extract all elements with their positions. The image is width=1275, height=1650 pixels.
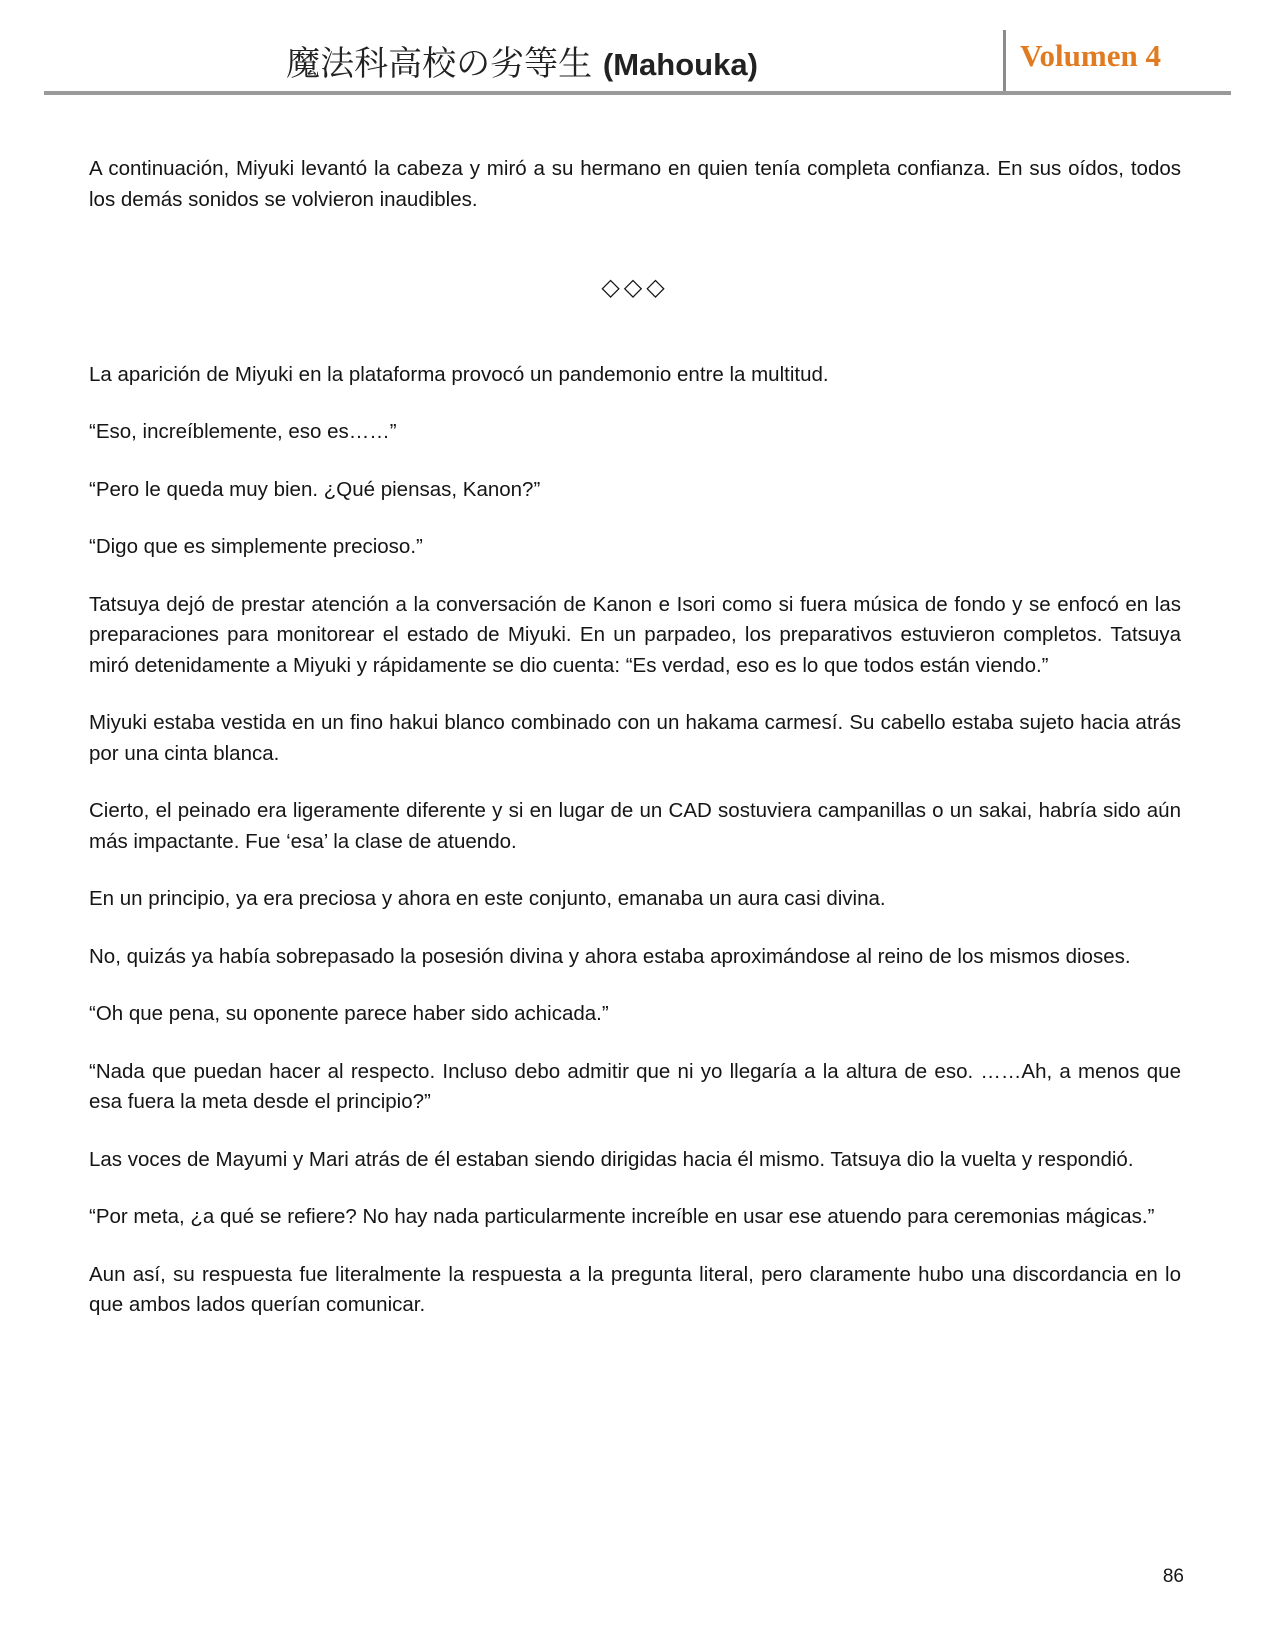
header-rule — [44, 91, 1231, 95]
book-title-japanese: 魔法科高校の劣等生 — [286, 44, 593, 84]
page-body — [89, 154, 1181, 1321]
dialogue-line: “Oh que pena, su oponente parece haber sido achicada.” — [89, 1002, 609, 1025]
book-title-latin: (Mahouka) — [602, 47, 758, 82]
paragraph: Aun así, su respuesta fue literalmente la respuesta a la pregunta literal, pero claramente hubo una discordancia en lo que ambos lados querían comunicar. — [89, 1262, 1181, 1316]
paragraph: No, quizás ya había sobrepasado la posesión divina y ahora estaba aproximándose al reino de los mismos dioses. — [89, 944, 1131, 968]
paragraph: En un principio, ya era preciosa y ahora en este conjunto, emanaba un aura casi divina. — [89, 887, 886, 910]
paragraph: La aparición de Miyuki en la plataforma provocó un pandemonio entre la multitud. — [89, 362, 829, 386]
paragraph: Cierto, el peinado era ligeramente diferente y si en lugar de un CAD sostuviera campanillas o un sakai, habría sido aún más impactante. Fue ‘esa’ la clase de atuendo. — [89, 799, 1181, 853]
section-separator: ◇◇◇ — [601, 273, 669, 301]
paragraph: Tatsuya dejó de prestar atención a la conversación de Kanon e Isori como si fuera música de fondo y se enfocó en las preparaciones para monitorear el estado de Miyuki. En un parpadeo, los preparativos estuvieron completos. Tatsuya miró detenidamente a Miyuki y rápidamente se dio cuenta: “Es verdad, eso es lo que todos están viendo.” — [89, 592, 1181, 677]
page-header — [0, 0, 1275, 100]
dialogue-line: “Eso, increíblemente, eso es……” — [89, 420, 397, 443]
dialogue-line: “Por meta, ¿a qué se refiere? No hay nada particularmente increíble en usar ese atuendo para ceremonias mágicas.” — [89, 1205, 1155, 1228]
page-number: 86 — [1162, 1566, 1184, 1587]
dialogue-line: “Pero le queda muy bien. ¿Qué piensas, Kanon?” — [89, 477, 541, 501]
dialogue-line: “Digo que es simplemente precioso.” — [89, 535, 423, 558]
dialogue-line: “Nada que puedan hacer al respecto. Incluso debo admitir que ni yo llegaría a la altura de eso. ……Ah, a menos que esa fuera la meta desde el principio?” — [89, 1059, 1181, 1113]
book-title — [42, 36, 1002, 85]
header-divider — [1003, 30, 1006, 92]
paragraph: Miyuki estaba vestida en un fino hakui blanco combinado con un hakama carmesí. Su cabello estaba sujeto hacia atrás por una cinta blanca. — [89, 711, 1181, 765]
paragraph: A continuación, Miyuki levantó la cabeza y miró a su hermano en quien tenía completa confianza. En sus oídos, todos los demás sonidos se volvieron inaudibles. — [89, 157, 1181, 211]
paragraph: Las voces de Mayumi y Mari atrás de él estaban siendo dirigidas hacia él mismo. Tatsuya dio la vuelta y respondió. — [89, 1147, 1134, 1171]
volume-label: Volumen 4 — [1020, 38, 1161, 73]
